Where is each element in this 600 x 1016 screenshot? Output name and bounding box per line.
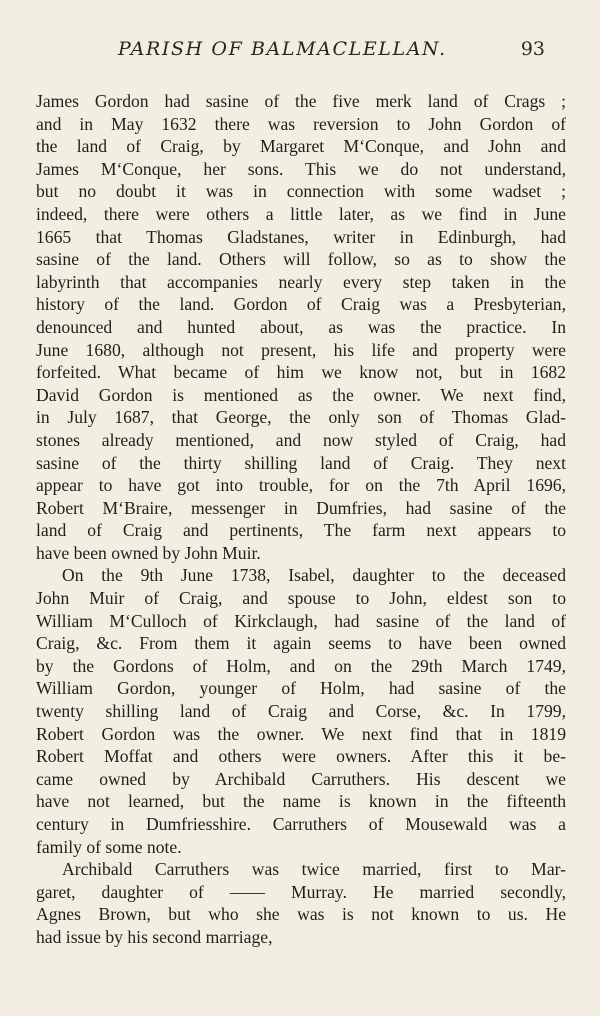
text-line: Robert Moffat and others were owners. After this it be- bbox=[36, 746, 566, 767]
text-line: the land of Craig, by Margaret M‘Conque, and John and bbox=[36, 136, 566, 157]
text-line: Robert Gordon was the owner. We next find that in 1819 bbox=[36, 723, 566, 744]
text-line: John Muir of Craig, and spouse to John, eldest son to bbox=[36, 588, 566, 609]
text-line: century in Dumfriesshire. Carruthers of Mousewald was a bbox=[36, 814, 566, 834]
page-number: 93 bbox=[520, 38, 545, 60]
text-line: William Gordon, younger of Holm, had sasine of the bbox=[36, 678, 566, 699]
paragraph-start-line: Archibald Carruthers was twice married, first to Mar- bbox=[62, 859, 566, 880]
text-line: in July 1687, that George, the only son of Thomas Glad- bbox=[36, 407, 566, 428]
text-line: but no doubt it was in connection with some wadset ; bbox=[36, 181, 566, 202]
text-line: history of the land. Gordon of Craig was a Presbyterian, bbox=[36, 294, 566, 315]
text-line: stones already mentioned, and now styled of Craig, had bbox=[36, 429, 566, 450]
text-line: and in May 1632 there was reversion to John Gordon of bbox=[36, 113, 566, 134]
text-line: sasine of the thirty shilling land of Craig. They next bbox=[36, 452, 566, 473]
text-line: denounced and hunted about, as was the practice. In bbox=[36, 316, 566, 337]
text-line: labyrinth that accompanies nearly every step taken in the bbox=[36, 271, 566, 292]
text-line: came owned by Archibald Carruthers. His descent we bbox=[36, 768, 566, 789]
text-line: Agnes Brown, but who she was is not known to us. He bbox=[36, 904, 566, 925]
paragraph-end-line: had issue by his second marriage, bbox=[36, 926, 273, 947]
text-line: forfeited. What became of him we know not, but in 1682 bbox=[36, 362, 566, 383]
text-line: David Gordon is mentioned as the owner. We next find, bbox=[36, 384, 566, 405]
text-line: land of Craig and pertinents, The farm next appears to bbox=[36, 520, 566, 541]
text-line: twenty shilling land of Craig and Corse, &c. In 1799, bbox=[36, 701, 566, 722]
text-line: have not learned, but the name is known in the fifteenth bbox=[36, 791, 566, 812]
text-line: 1665 that Thomas Gladstanes, writer in Edinburgh, had bbox=[36, 226, 566, 247]
body-text bbox=[36, 90, 566, 949]
text-line: Craig, &c. From them it again seems to have been owned bbox=[36, 633, 566, 654]
text-line: William M‘Culloch of Kirkclaugh, had sasine of the land of bbox=[36, 610, 566, 631]
text-line: by the Gordons of Holm, and on the 29th March 1749, bbox=[36, 655, 566, 676]
running-title: PARISH OF BALMACLELLAN. bbox=[118, 38, 447, 60]
text-line: indeed, there were others a little later, as we find in June bbox=[36, 203, 566, 224]
text-line: June 1680, although not present, his life and property were bbox=[36, 339, 566, 360]
text-line: garet, daughter of —— Murray. He married secondly, bbox=[36, 881, 566, 902]
text-line: James Gordon had sasine of the five merk land of Crags ; bbox=[36, 91, 566, 111]
paragraph-end-line: family of some note. bbox=[36, 836, 182, 857]
running-head bbox=[0, 38, 600, 68]
text-line: Robert M‘Braire, messenger in Dumfries, had sasine of the bbox=[36, 497, 566, 518]
paragraph-start-line: On the 9th June 1738, Isabel, daughter to the deceased bbox=[62, 565, 566, 586]
paragraph-end-line: have been owned by John Muir. bbox=[36, 542, 261, 563]
text-line: sasine of the land. Others will follow, so as to show the bbox=[36, 249, 566, 270]
text-line: appear to have got into trouble, for on the 7th April 1696, bbox=[36, 475, 566, 496]
text-line: James M‘Conque, her sons. This we do not understand, bbox=[36, 158, 566, 179]
